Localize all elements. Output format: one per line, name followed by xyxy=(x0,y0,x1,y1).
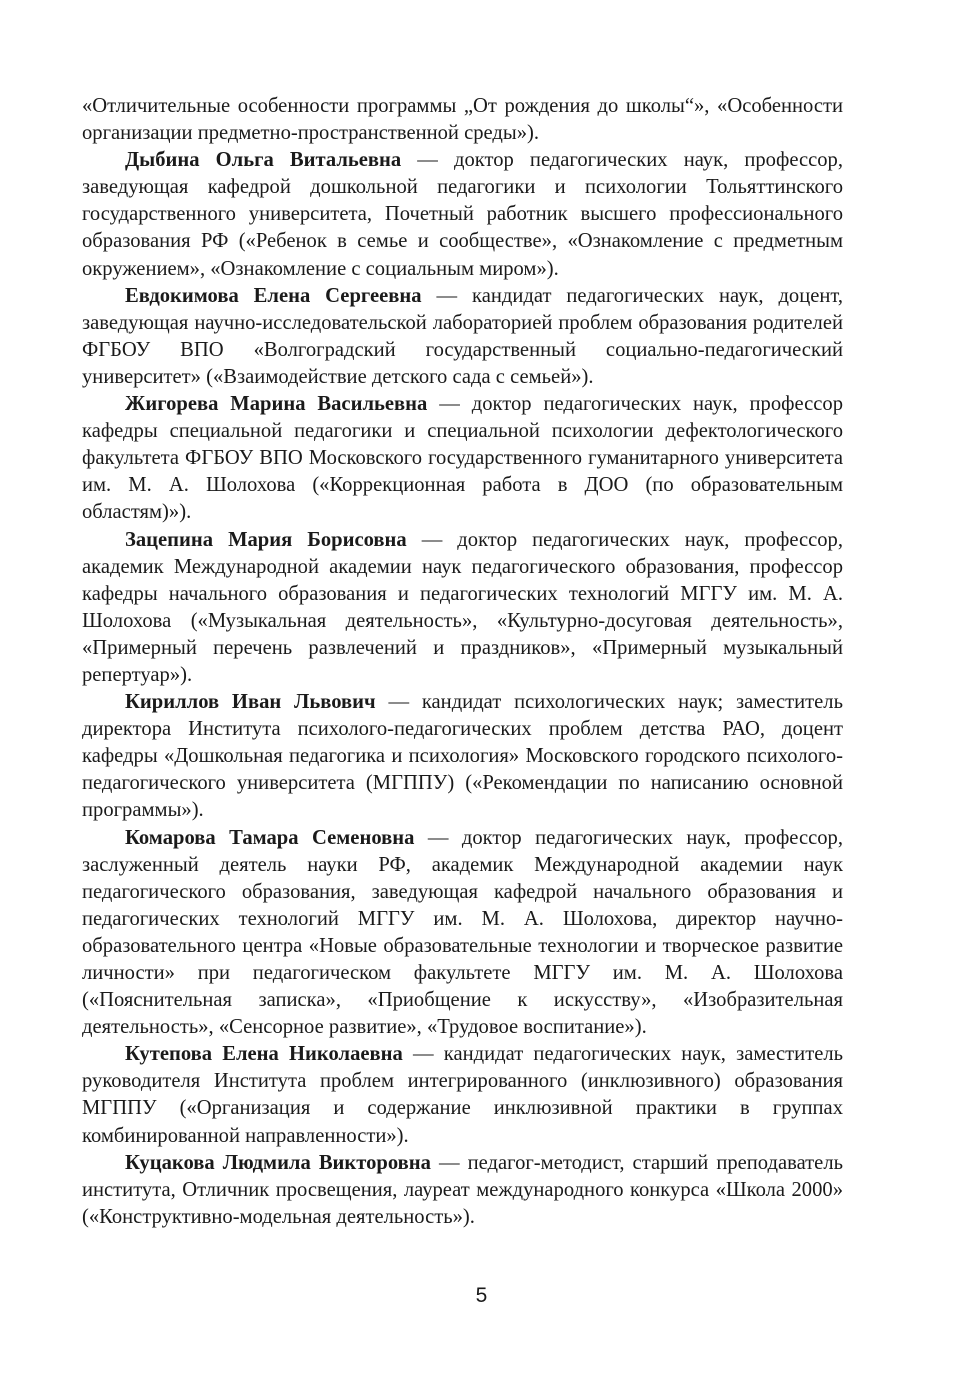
author-description: — кандидат педагогических наук, доцент, заведующая научно-исследовательской лабораторией проблем образования родителей ФГБОУ ВПО «Волгоградский государственный социально-педагогический университет» («Взаимодействие детского сада с семьей»). xyxy=(82,284,844,388)
author-name: Комарова Тамара Семеновна xyxy=(125,826,415,849)
author-description: — доктор педагогических наук, профессор, академик Международной академии наук педагогического образования, профессор кафедры начального образования и педагогических технологий МГГУ им. М. А. Шолохова («Музыкальная деятельность», «Культурно-досуговая деятельность», «Примерный перечень развлечений и праздников», «Примерный музыкальный репертуар»). xyxy=(82,528,843,686)
paragraph-author xyxy=(82,1150,843,1231)
author-name: Кириллов Иван Львович xyxy=(125,691,376,714)
paragraph-author xyxy=(82,283,843,391)
author-name: Кутепова Елена Николаевна xyxy=(125,1043,403,1066)
author-name: Жигорева Марина Васильевна xyxy=(125,393,428,416)
author-description: — кандидат психологических наук; заместитель директора Института психолого-педагогических проблем детства РАО, доцент кафедры «Дошкольная педагогика и психология» Московского городского психолого-педагогического университета (МГППУ) («Рекомендации по написанию основной программы»). xyxy=(82,691,843,822)
paragraph-author xyxy=(82,147,843,282)
paragraph-author xyxy=(82,825,843,1042)
paragraph-author xyxy=(82,391,843,526)
page-number: 5 xyxy=(475,1284,488,1307)
author-description: — кандидат педагогических наук, заместитель руководителя Института проблем интегрированного (инклюзивного) образования МГППУ («Организация и содержание инклюзивной практики в группах комбинированной направленности»). xyxy=(82,1043,843,1147)
paragraph-author xyxy=(82,689,843,824)
paragraph-author xyxy=(82,1041,843,1149)
author-description: — доктор педагогических наук, профессор кафедры специальной педагогики и специальной психологии дефектологического факультета ФГБОУ ВПО Московского государственного гуманитарного университета им. М. А. Шолохова («Коррекционная работа в ДОО (по образовательным областям)»). xyxy=(82,393,843,524)
author-name: Евдокимова Елена Сергеевна xyxy=(125,284,422,307)
author-name: Куцакова Людмила Викторовна xyxy=(125,1151,431,1174)
author-name: Зацепина Мария Борисовна xyxy=(125,528,407,551)
author-description: — доктор педагогических наук, профессор, заведующая кафедрой дошкольной педагогики и психологии Тольяттинского государственного университета, Почетный работник высшего профессионального образования РФ («Ребенок в семье и сообществе», «Ознакомление с предметным окружением», «Ознакомление с социальным миром»). xyxy=(82,149,843,280)
author-description: — доктор педагогических наук, профессор, заслуженный деятель науки РФ, академик Международной академии наук педагогического образования, заведующая кафедрой начального образования и педагогических технологий МГГУ им. М. А. Шолохова, директор научно-образовательного центра «Новые образовательные технологии и творческое развитие личности» при педагогическом факультете МГГУ им. М. А. Шолохова («Пояснительная записка», «Приобщение к искусству», «Изобразительная деятельность», «Сенсорное развитие», «Трудовое воспитание»). xyxy=(82,826,843,1039)
author-name: Дыбина Ольга Витальевна xyxy=(125,149,402,172)
paragraph-continuation xyxy=(82,93,843,147)
page-body xyxy=(82,93,843,1231)
paragraph-text: «Отличительные особенности программы „От рождения до школы“», «Особенности организации предметно-пространственной среды»). xyxy=(82,95,843,145)
paragraph-author xyxy=(82,527,843,690)
author-description: — педагог-методист, старший преподаватель института, Отличник просвещения, лауреат международного конкурса «Школа 2000» («Конструктивно-модельная деятельность»). xyxy=(82,1151,843,1228)
